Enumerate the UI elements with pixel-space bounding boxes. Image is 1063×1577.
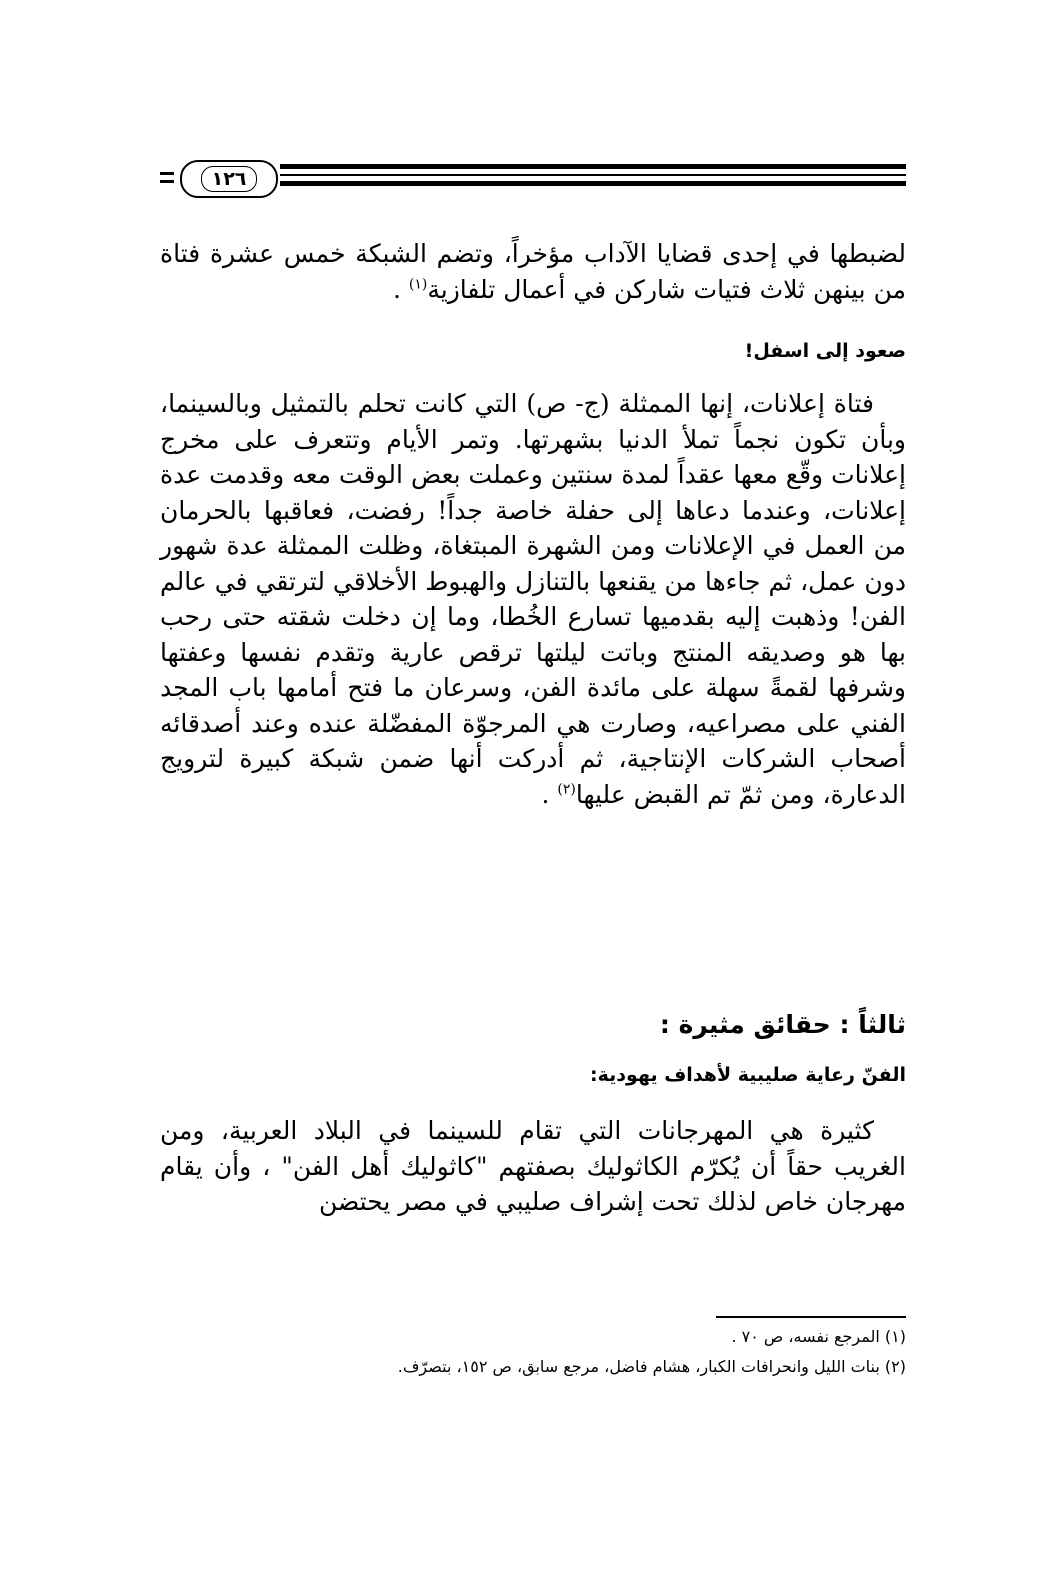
footnote-ref-1: (١) — [408, 276, 428, 293]
final-paragraph: كثيرة هي المهرجانات التي تقام للسينما في البلاد العربية، ومن الغريب حقاً أن يُكرّم الكاثوليك بصفتهم "كاثوليك أهل الفن" ، وأن يقام مهرجان خاص لذلك تحت إشراف صليبي في مصر يحتضن — [160, 1116, 906, 1216]
footnote-1-text: المرجع نفسه، ص ٧٠ . — [731, 1327, 880, 1346]
header-rule-short-2 — [160, 180, 174, 183]
subheading-art-sponsorship: الفنّ رعاية صليبية لأهداف يهودية: — [590, 1064, 906, 1086]
intro-text: لضبطها في إحدى قضايا الآداب مؤخراً، وتضم الشبكة خمس عشرة فتاة من بينهن ثلاث فتيات شاركن في أعمال تلفازية — [160, 239, 906, 304]
intro-block — [160, 236, 906, 307]
header-rule-thick — [280, 164, 906, 169]
footnote-ref-2: (٢) — [557, 781, 576, 798]
subheading-block-2 — [160, 1064, 906, 1086]
header-rule-thick-2 — [280, 181, 906, 186]
page-header — [160, 150, 906, 206]
page-number: ١٢٦ — [201, 166, 258, 192]
final-block — [160, 1113, 906, 1220]
subheading-ascent: صعود إلى اسفل! — [744, 340, 906, 362]
footnote-2-text: بنات الليل وانحرافات الكبار، هشام فاضل، مرجع سابق، ص ١٥٢، بتصرّف. — [397, 1357, 880, 1376]
subheading-block-1 — [160, 340, 906, 362]
story-text: فتاة إعلانات، إنها الممثلة (ج- ص) التي كانت تحلم بالتمثيل وبالسينما، وبأن تكون نجماً تملأ الدنيا بشهرتها. وتمر الأيام وتتعرف على مخرج إعلانات وقّع معها عقداً لمدة سنتين وعملت بعض الوقت معه وقدمت عدة إعلانات، وعندما دعاها إلى حفلة خاصة جداً! رفضت، فعاقبها بالحرمان من العمل في الإعلانات ومن الشهرة المبتغاة، وظلت الممثلة عدة شهور دون عمل، ثم جاءها من يقنعها بالتنازل والهبوط الأخلاقي لترتقي في عالم الفن! وذهبت إليه بقدميها تسارع الخُطا، وما إن دخلت شقته حتى رحب بها هو وصديقه المنتج وباتت ليلتها ترقص عارية وتقدم نفسها وعفتها وشرفها لقمةً سهلة على مائدة الفن، وسرعان ما فتح أمامها باب المجد الفني على مصراعيه، وصارت هي المرجوّة المفضّلة عنده وعند أصدقائه أصحاب الشركات الإنتاجية، ثم أدركت أنها ضمن شبكة كبيرة لترويج الدعارة، ومن ثمّ تم القبض عليها — [160, 389, 906, 809]
header-rule-short — [160, 172, 174, 175]
page-number-badge — [180, 160, 278, 198]
footnotes — [160, 1316, 906, 1382]
header-rule-thin — [280, 174, 906, 176]
footnote-1 — [160, 1322, 906, 1352]
footnote-2 — [160, 1352, 906, 1382]
story-paragraph: فتاة إعلانات، إنها الممثلة (ج- ص) التي كانت تحلم بالتمثيل وبالسينما، وبأن تكون نجماً تملأ الدنيا بشهرتها. وتمر الأيام وتتعرف على مخرج إعلانات وقّع معها عقداً لمدة سنتين وعملت بعض الوقت معه وقدمت عدة إعلانات، وعندما دعاها إلى حفلة خاصة جداً! رفضت، فعاقبها بالحرمان من العمل في الإعلانات ومن الشهرة المبتغاة، وظلت الممثلة عدة شهور دون عمل، ثم جاءها من يقنعها بالتنازل والهبوط الأخلاقي لترتقي في عالم الفن! وذهبت إليه بقدميها تسارع الخُطا، وما إن دخلت شقته حتى رحب بها هو وصديقه المنتج وباتت ليلتها ترقص عارية وتقدم نفسها وعفتها وشرفها لقمةً سهلة على مائدة الفن، وسرعان ما فتح أمامها باب المجد الفني على مصراعيه، وصارت هي المرجوّة المفضّلة عنده وعند أصدقائه أصحاب الشركات الإنتاجية، ثم أدركت أنها ضمن شبكة كبيرة لترويج الدعارة، ومن ثمّ تم القبض عليها$^{(٢)}$ . — [160, 389, 906, 809]
footnote-2-number: (٢) — [884, 1357, 906, 1376]
section-heading-block — [160, 1010, 906, 1039]
footnote-1-number: (١) — [884, 1327, 906, 1346]
story-block — [160, 386, 906, 812]
footnote-separator — [716, 1316, 906, 1318]
intro-paragraph: لضبطها في إحدى قضايا الآداب مؤخراً، وتضم الشبكة خمس عشرة فتاة من بينهن ثلاث فتيات شاركن في أعمال تلفازية$^{(١)}$ . — [160, 239, 906, 304]
section-heading: ثالثاً : حقائق مثيرة : — [659, 1010, 906, 1039]
